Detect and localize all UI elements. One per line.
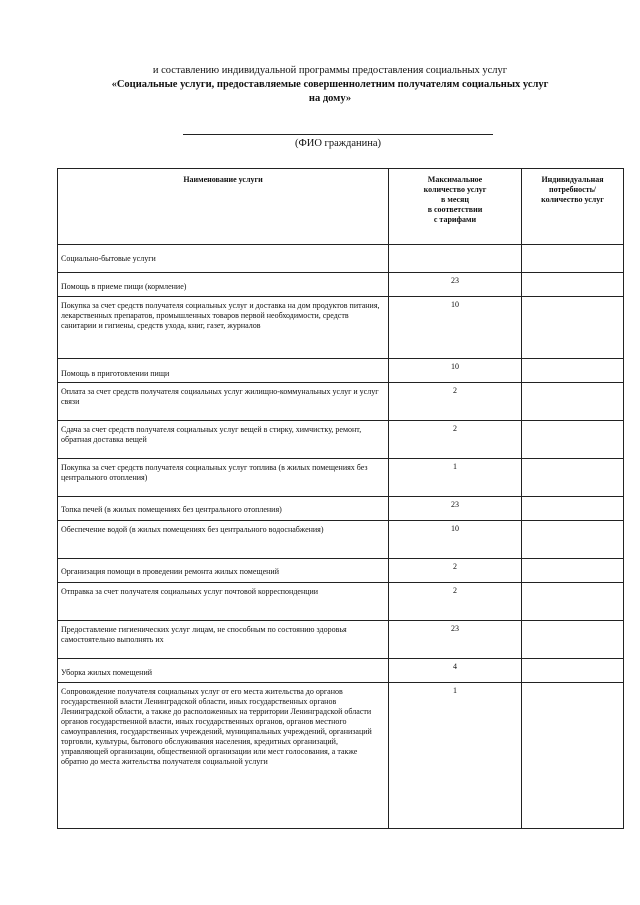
table-row <box>58 497 624 521</box>
individual-need-cell <box>522 659 624 683</box>
max-count: 10 <box>389 359 522 383</box>
service-name: Предоставление гигиенических услуг лицам, не способным по состоянию здоровья самостоятельно выполнять их <box>58 621 389 659</box>
max-count: 4 <box>389 659 522 683</box>
col-header-need-line: Индивидуальная <box>541 175 604 184</box>
header-title: «Социальные услуги, предоставляемые совершеннолетним получателям социальных услуг <box>111 79 549 90</box>
max-count: 1 <box>389 459 522 497</box>
individual-need-cell <box>522 521 624 559</box>
max-count: 23 <box>389 497 522 521</box>
col-header-need <box>522 169 624 245</box>
max-count: 2 <box>389 421 522 459</box>
col-header-max-line: количество услуг <box>423 185 487 194</box>
table-row <box>58 683 624 829</box>
individual-need-cell <box>522 421 624 459</box>
col-header-max-line: Максимальное <box>427 175 483 184</box>
fio-label: (ФИО гражданина) <box>294 138 382 149</box>
service-name: Организация помощи в проведении ремонта жилых помещений <box>58 559 389 583</box>
individual-need-cell <box>522 459 624 497</box>
table-row <box>58 383 624 421</box>
service-name: Отправка за счет получателя социальных услуг почтовой корреспонденции <box>58 583 389 621</box>
service-name: Помощь в приеме пищи (кормление) <box>58 273 389 297</box>
section-title: Социально-бытовые услуги <box>58 245 389 273</box>
service-name: Покупка за счет средств получателя социальных услуг и доставка на дом продуктов питания, лекарственных препаратов, промышленных товаров первой необходимости, средств санитарии и гигиены, средств ухода, книг, газет, журналов <box>58 297 389 359</box>
individual-need-cell <box>522 359 624 383</box>
header-title-end: на дому» <box>308 93 352 104</box>
service-name: Оплата за счет средств получателя социальных услуг жилищно-коммунальных услуг и услуг связи <box>58 383 389 421</box>
col-header-max-line: в соответствии <box>427 205 483 214</box>
col-header-max <box>389 169 522 245</box>
table-row <box>58 583 624 621</box>
table-row <box>58 421 624 459</box>
section-need-cell <box>522 245 624 273</box>
service-name: Помощь в приготовлении пищи <box>58 359 389 383</box>
header-line-1: и составлению индивидуальной программы предоставления социальных услуг <box>152 65 508 76</box>
individual-need-cell <box>522 683 624 829</box>
max-count: 23 <box>389 621 522 659</box>
table-row <box>58 521 624 559</box>
max-count: 2 <box>389 559 522 583</box>
section-max-cell <box>389 245 522 273</box>
individual-need-cell <box>522 583 624 621</box>
table-header-row <box>58 169 624 245</box>
col-header-need-line: потребность/ <box>548 185 597 194</box>
table-row <box>58 297 624 359</box>
individual-need-cell <box>522 273 624 297</box>
document-header <box>40 64 620 106</box>
individual-need-cell <box>522 383 624 421</box>
individual-need-cell <box>522 297 624 359</box>
col-header-need-line: количество услуг <box>541 195 604 204</box>
max-count: 2 <box>389 383 522 421</box>
service-name: Уборка жилых помещений <box>58 659 389 683</box>
col-header-max-line: с тарифами <box>433 215 477 224</box>
services-table <box>57 168 624 829</box>
max-count: 10 <box>389 297 522 359</box>
table-row <box>58 559 624 583</box>
service-name: Сопровождение получателя социальных услуг от его места жительства до органов государственной власти Ленинградской области, иных государственных органов Ленинградской области, а также до расположенных на территории Ленинградской области органов государственной власти, иных государственных органов, органов местного самоуправления, государственных учреждений, муниципальных учреждений, организаций торговли, культуры, бытового обслуживания населения, кредитных организаций, управляющей организации, общественной организации или мест голосования, а также обратно до места жительства получателя социальной услуги <box>58 683 389 829</box>
col-header-service: Наименование услуги <box>58 169 389 245</box>
max-count: 2 <box>389 583 522 621</box>
max-count: 10 <box>389 521 522 559</box>
service-name: Сдача за счет средств получателя социальных услуг вещей в стирку, химчистку, ремонт, обратная доставка вещей <box>58 421 389 459</box>
max-count: 1 <box>389 683 522 829</box>
table-row <box>58 273 624 297</box>
individual-need-cell <box>522 497 624 521</box>
service-name: Покупка за счет средств получателя социальных услуг топлива (в жилых помещениях без центрального отопления) <box>58 459 389 497</box>
individual-need-cell <box>522 621 624 659</box>
service-name: Топка печей (в жилых помещениях без центрального отопления) <box>58 497 389 521</box>
table-row <box>58 659 624 683</box>
table-row <box>58 621 624 659</box>
table-row <box>58 459 624 497</box>
individual-need-cell <box>522 559 624 583</box>
section-row <box>58 245 624 273</box>
col-header-max-line: в месяц <box>441 195 469 204</box>
fio-underline <box>183 134 493 135</box>
table-row <box>58 359 624 383</box>
max-count: 23 <box>389 273 522 297</box>
service-name: Обеспечение водой (в жилых помещениях без центрального водоснабжения) <box>58 521 389 559</box>
